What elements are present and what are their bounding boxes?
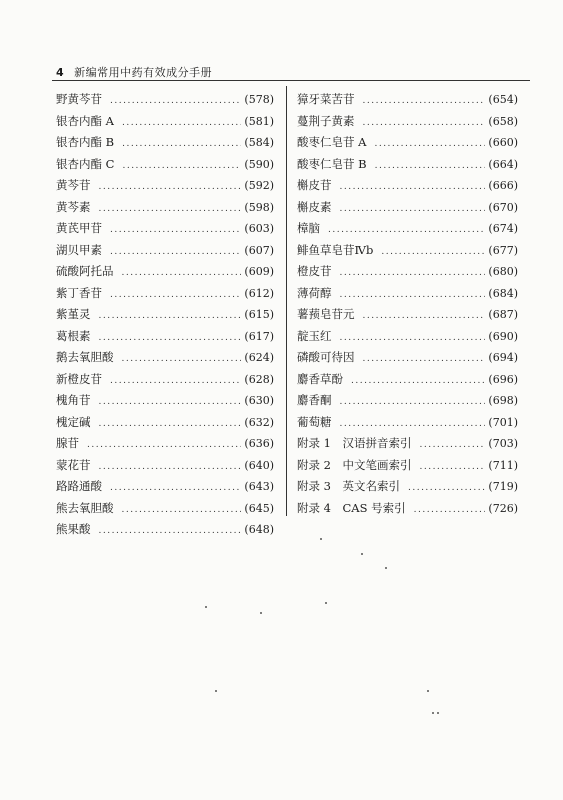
entry-name: 鹅去氧胆酸	[56, 350, 114, 364]
scan-speck	[215, 690, 217, 692]
entry-page-number: (590)	[244, 157, 274, 171]
toc-entry	[56, 177, 274, 199]
running-header	[56, 64, 212, 80]
entry-name: 附录 3 英文名索引	[297, 479, 400, 493]
entry-page-number: (603)	[244, 222, 274, 235]
entry-name: 麝香酮	[297, 393, 332, 407]
entry-name: 附录 4 CAS 号索引	[297, 500, 406, 515]
entry-page-number: (666)	[488, 179, 518, 192]
entry-name: 鲱鱼草皂苷Ⅳb	[297, 242, 374, 257]
dot-leader	[363, 354, 486, 364]
entry-name: 银杏内酯 A	[56, 113, 114, 128]
toc-entry	[56, 242, 274, 264]
entry-page-number: (581)	[244, 114, 274, 128]
entry-page-number: (703)	[488, 437, 518, 450]
entry-page-number: (584)	[244, 136, 274, 149]
dot-leader	[110, 247, 241, 257]
toc-entry	[297, 457, 518, 479]
entry-page-number: (701)	[488, 415, 518, 429]
dot-leader	[122, 161, 241, 171]
entry-name: 樟脑	[297, 221, 320, 235]
entry-name: 酸枣仁皂苷 B	[297, 156, 367, 171]
entry-name: 酸枣仁皂苷 A	[297, 135, 367, 149]
book-title: 新编常用中药有效成分手册	[74, 66, 213, 79]
dot-leader	[374, 139, 485, 149]
dot-leader	[381, 247, 485, 257]
entry-name: 靛玉红	[297, 328, 332, 343]
dot-leader	[363, 118, 486, 128]
dot-leader	[375, 161, 486, 171]
entry-name: 橙皮苷	[297, 264, 332, 278]
dot-leader	[122, 505, 242, 515]
toc-entry	[56, 521, 274, 543]
entry-page-number: (674)	[488, 222, 518, 235]
toc-entry	[297, 134, 518, 156]
entry-name: 路路通酸	[56, 479, 102, 493]
entry-page-number: (624)	[244, 351, 274, 364]
dot-leader	[340, 290, 486, 300]
dot-leader	[328, 225, 485, 235]
entry-page-number: (694)	[488, 351, 518, 364]
entry-page-number: (612)	[244, 286, 274, 300]
dot-leader	[340, 204, 486, 214]
scan-speck	[427, 690, 429, 692]
entry-page-number: (645)	[244, 501, 274, 515]
toc-entry	[297, 242, 518, 264]
scan-speck	[325, 602, 327, 604]
entry-name: 槐角苷	[56, 393, 91, 407]
entry-name: 薯蓣皂苷元	[297, 307, 355, 321]
entry-page-number: (670)	[488, 200, 518, 214]
entry-name: 新橙皮苷	[56, 371, 102, 386]
entry-page-number: (680)	[488, 265, 518, 278]
scan-speck	[432, 712, 434, 714]
dot-leader	[122, 354, 242, 364]
toc-entry	[56, 134, 274, 156]
dot-leader	[99, 204, 242, 214]
toc-entry	[56, 91, 274, 113]
scan-speck	[205, 606, 207, 608]
toc-entry	[56, 349, 274, 371]
header-rule	[52, 80, 530, 81]
toc-entry	[297, 435, 518, 457]
toc-entry	[297, 500, 518, 522]
scan-speck	[361, 553, 363, 555]
toc-entry	[297, 156, 518, 178]
entry-name: 熊去氧胆酸	[56, 500, 114, 515]
entry-name: 葡萄糖	[297, 414, 332, 429]
dot-leader	[122, 118, 241, 128]
entry-name: 黄芪甲苷	[56, 221, 102, 235]
entry-page-number: (628)	[244, 372, 274, 386]
entry-page-number: (654)	[488, 93, 518, 106]
entry-name: 银杏内酯 B	[56, 135, 115, 149]
dot-leader	[99, 526, 242, 536]
entry-name: 野黄芩苷	[56, 92, 102, 106]
toc-entry	[56, 199, 274, 221]
dot-leader	[110, 376, 241, 386]
entry-name: 硫酸阿托品	[56, 264, 114, 278]
entry-page-number: (726)	[488, 501, 518, 515]
entry-page-number: (711)	[488, 458, 518, 472]
toc-entry	[297, 478, 518, 500]
toc-left-column	[56, 91, 274, 543]
toc-entry	[56, 478, 274, 500]
entry-name: 蒙花苷	[56, 457, 91, 472]
entry-name: 獐牙菜苦苷	[297, 92, 355, 106]
dot-leader	[99, 311, 242, 321]
entry-page-number: (607)	[244, 243, 274, 257]
toc-entry	[297, 285, 518, 307]
toc-entry	[56, 392, 274, 414]
entry-page-number: (609)	[244, 265, 274, 278]
toc-entry	[56, 156, 274, 178]
entry-page-number: (648)	[244, 523, 274, 536]
dot-leader	[351, 376, 485, 386]
entry-name: 黄芩素	[56, 199, 91, 214]
toc-entry	[56, 328, 274, 350]
entry-page-number: (643)	[244, 480, 274, 493]
dot-leader	[340, 182, 486, 192]
entry-page-number: (696)	[488, 372, 518, 386]
entry-page-number: (658)	[488, 114, 518, 128]
toc-entry	[56, 500, 274, 522]
dot-leader	[99, 333, 242, 343]
dot-leader	[122, 139, 241, 149]
entry-name: 麝香草酚	[297, 371, 343, 386]
entry-name: 附录 2 中文笔画索引	[297, 457, 412, 472]
dot-leader	[419, 462, 485, 472]
dot-leader	[110, 225, 241, 235]
entry-page-number: (640)	[244, 458, 274, 472]
entry-name: 葛根素	[56, 328, 91, 343]
entry-page-number: (630)	[244, 394, 274, 407]
entry-page-number: (698)	[488, 394, 518, 407]
entry-name: 紫丁香苷	[56, 285, 102, 300]
entry-page-number: (677)	[488, 243, 518, 257]
dot-leader	[122, 268, 242, 278]
scan-speck	[320, 538, 322, 540]
toc-entry	[297, 220, 518, 242]
dot-leader	[340, 419, 486, 429]
toc-entry	[56, 435, 274, 457]
dot-leader	[110, 290, 241, 300]
entry-page-number: (684)	[488, 286, 518, 300]
entry-page-number: (719)	[488, 480, 518, 493]
toc-entry	[56, 306, 274, 328]
entry-page-number: (617)	[244, 329, 274, 343]
entry-name: 槲皮苷	[297, 178, 332, 192]
dot-leader	[340, 397, 486, 407]
toc-entry	[297, 199, 518, 221]
entry-page-number: (660)	[488, 136, 518, 149]
entry-page-number: (664)	[488, 157, 518, 171]
dot-leader	[110, 483, 241, 493]
toc-right-column	[297, 91, 518, 521]
column-divider	[286, 86, 287, 516]
scan-speck	[385, 567, 387, 569]
toc-entry	[297, 414, 518, 436]
dot-leader	[110, 96, 241, 106]
entry-page-number: (615)	[244, 308, 274, 321]
toc-entry	[56, 220, 274, 242]
entry-page-number: (592)	[244, 179, 274, 192]
entry-name: 紫堇灵	[56, 307, 91, 321]
toc-entry	[297, 328, 518, 350]
entry-page-number: (636)	[244, 437, 274, 450]
dot-leader	[87, 440, 241, 450]
dot-leader	[99, 182, 242, 192]
entry-page-number: (598)	[244, 200, 274, 214]
entry-name: 腺苷	[56, 436, 79, 450]
toc-entry	[56, 285, 274, 307]
scan-speck	[437, 712, 439, 714]
toc-entry	[297, 177, 518, 199]
dot-leader	[363, 96, 486, 106]
entry-name: 黄芩苷	[56, 178, 91, 192]
entry-page-number: (690)	[488, 329, 518, 343]
page-number: 4	[56, 66, 65, 79]
dot-leader	[408, 483, 485, 493]
toc-entry	[297, 263, 518, 285]
dot-leader	[99, 397, 242, 407]
toc-entry	[297, 91, 518, 113]
toc-entry	[56, 263, 274, 285]
toc-entry	[297, 371, 518, 393]
entry-name: 银杏内酯 C	[56, 156, 115, 171]
toc-entry	[297, 306, 518, 328]
entry-name: 附录 1 汉语拼音索引	[297, 436, 412, 450]
entry-name: 蔓荆子黄素	[297, 113, 355, 128]
toc-entry	[56, 414, 274, 436]
entry-name: 湖贝甲素	[56, 242, 102, 257]
entry-name: 薄荷醇	[297, 285, 332, 300]
dot-leader	[414, 505, 486, 515]
entry-page-number: (632)	[244, 415, 274, 429]
dot-leader	[340, 333, 486, 343]
toc-entry	[297, 392, 518, 414]
dot-leader	[363, 311, 486, 321]
entry-page-number: (578)	[244, 93, 274, 106]
toc-entry	[56, 457, 274, 479]
toc-entry	[56, 371, 274, 393]
toc-entry	[297, 113, 518, 135]
entry-name: 槲皮素	[297, 199, 332, 214]
toc-entry	[297, 349, 518, 371]
entry-name: 熊果酸	[56, 522, 91, 536]
entry-page-number: (687)	[488, 308, 518, 321]
dot-leader	[340, 268, 486, 278]
toc-entry	[56, 113, 274, 135]
dot-leader	[419, 440, 485, 450]
entry-name: 槐定碱	[56, 414, 91, 429]
dot-leader	[99, 419, 242, 429]
scan-speck	[260, 612, 262, 614]
entry-name: 磷酸可待因	[297, 350, 355, 364]
dot-leader	[99, 462, 242, 472]
